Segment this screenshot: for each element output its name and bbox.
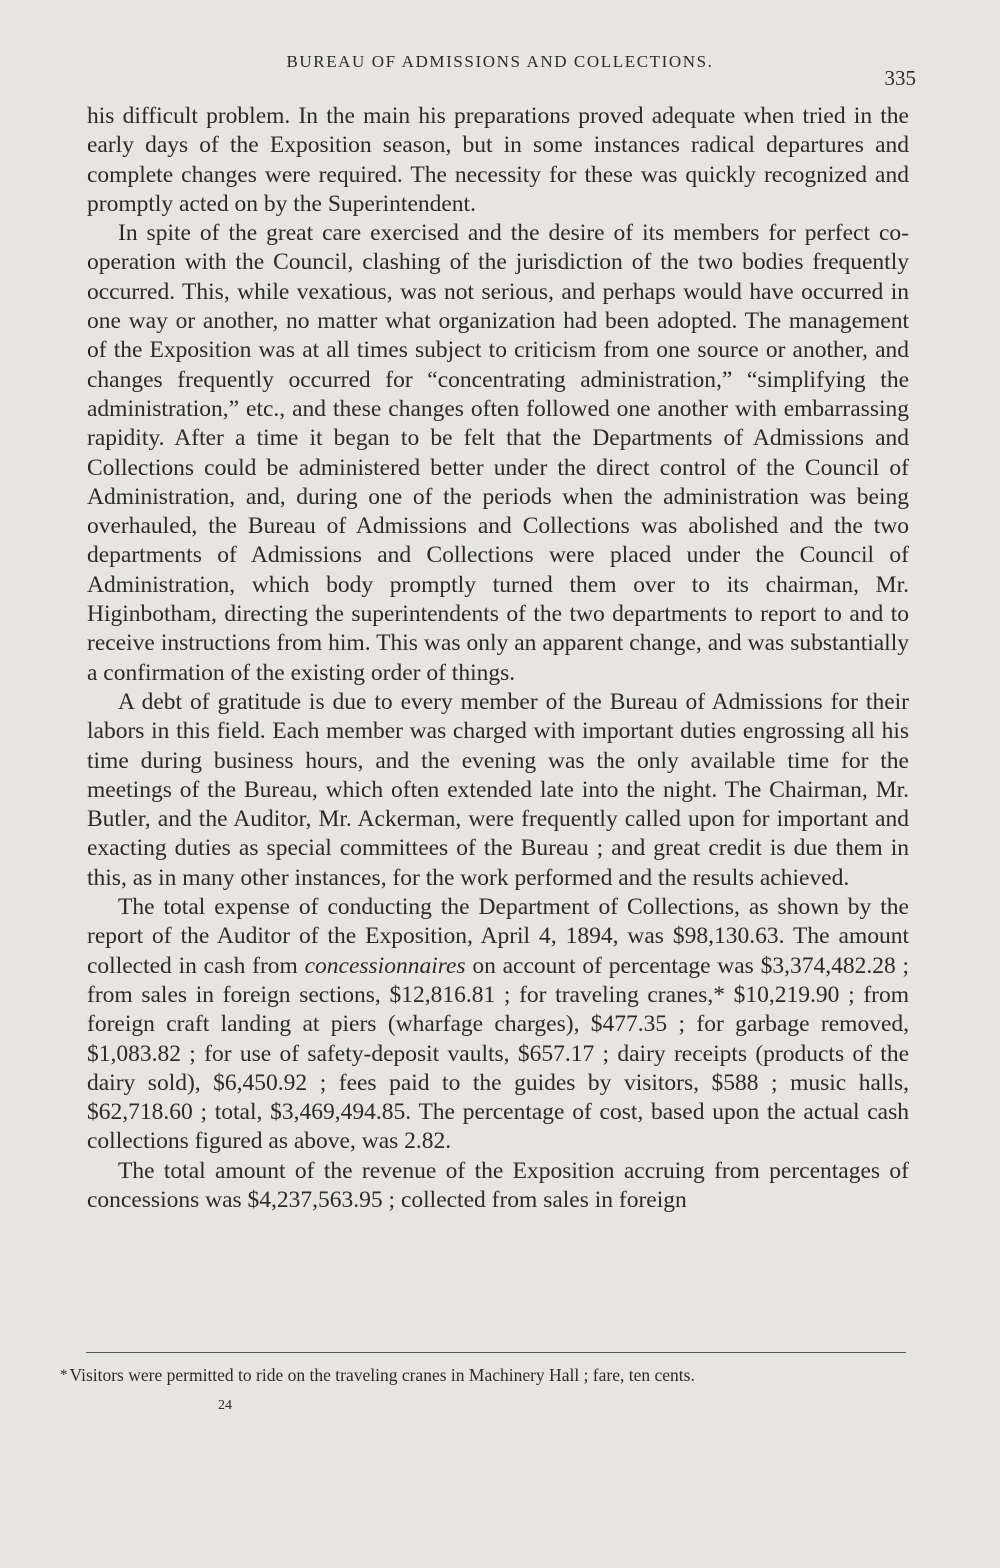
paragraph-2: In spite of the great care exercised and the desire of its members for perfect co-operation with the Council, clashing of the jurisdiction of the two bodies frequently occurred. This, while vexatious, was not serious, and perhaps would have occurred in one way or another, no matter what organization had been adopted. The management of the Exposition was at all times subject to criticism from one source or another, and changes frequently occurred for “concentrating administration,” “simplifying the administration,” etc., and these changes often followed one another with embarrassing rapidity. After a time it began to be felt that the Departments of Admissions and Collections could be administered better under the direct control of the Council of Administration, and, during one of the periods when the administration was being overhauled, the Bureau of Admissions and Collections was abolished and the two departments of Admissions and Collections were placed under the Council of Administration, which body promptly turned them over to its chairman, Mr. Higinbotham, directing the superintendents of the two departments to report to and to receive instructions from him. This was only an apparent change, and was substantially a confirmation of the existing order of things. xyxy=(87,220,909,686)
paragraph-3: A debt of gratitude is due to every member of the Bureau of Admissions for their labors in this field. Each member was charged with important duties engrossing all his time during business hours, and the evening was the only available time for the meetings of the Bureau, which often extended late into the night. The Chairman, Mr. Butler, and the Auditor, Mr. Ackerman, were frequently called upon for important and exacting duties as special committees of the Bureau ; and great credit is due them in this, as in many other instances, for the work performed and the results achieved. xyxy=(87,688,909,891)
page-number: 335 xyxy=(884,66,916,90)
footnote-rule xyxy=(86,1352,906,1353)
body-text xyxy=(87,102,909,1215)
signature-mark: 24 xyxy=(218,1398,232,1413)
footnote-text: Visitors were permitted to ride on the traveling cranes in Machinery Hall ; fare, ten cents. xyxy=(69,1365,695,1385)
paragraph-4-part-1: The total expense of conducting the Department of Collections, as shown by the report of the Auditor of the Exposition, April 4, 1894, was $98,130.63. The amount collected in cash from xyxy=(87,894,909,979)
running-title: BUREAU OF ADMISSIONS AND COLLECTIONS. xyxy=(286,52,714,71)
footnote xyxy=(60,1364,910,1386)
paragraph-5: The total amount of the revenue of the Exposition accruing from percentages of concessions was $4,237,563.95 ; collected from sales in foreign xyxy=(87,1157,909,1213)
paragraph-4-part-2: on account of percentage was $3,374,482.28 ; from sales in foreign sections, $12,816.81 ; for traveling cranes,* $10,219.90 ; from foreign craft landing at piers (wharfage charges), $477.35 ; for garbage removed, $1,083.82 ; for use of safety-deposit vaults, $657.17 ; dairy receipts (products of the dairy sold), $6,450.92 ; fees paid to the guides by visitors, $588 ; music halls, $62,718.60 ; total, $3,469,494.85. The percentage of cost, based upon the actual cash collections figured as above, was 2.82. xyxy=(87,952,910,1155)
footnote-mark: * xyxy=(60,1367,68,1383)
paragraph-4 xyxy=(87,893,909,1157)
concessionnaires-term: concessionnaires xyxy=(304,952,466,979)
paragraph-1: his difficult problem. In the main his preparations proved adequate when tried in the early days of the Exposition season, but in some instances radical departures and complete changes were required. The necessity for these was quickly recognized and promptly acted on by the Superintendent. xyxy=(87,103,909,217)
